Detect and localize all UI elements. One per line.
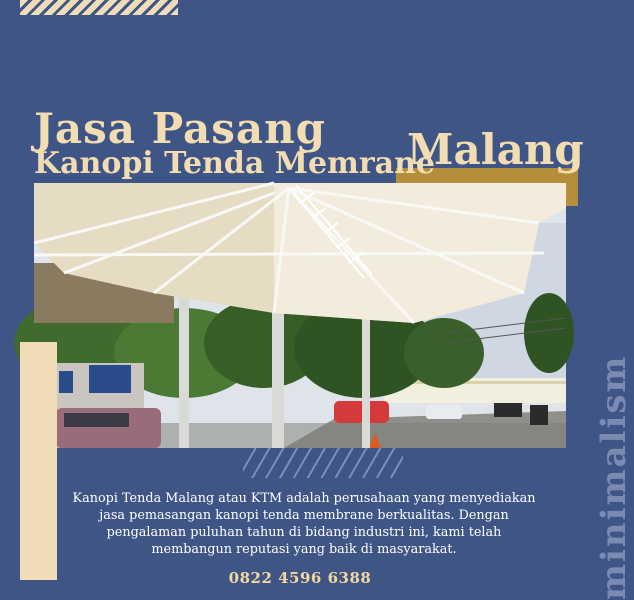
decorative-top-stripes <box>20 0 178 15</box>
decorative-diagonal-stripes <box>243 448 403 478</box>
title-line-1: Jasa Pasang <box>34 104 326 153</box>
title-line-2: Kanopi Tenda Memrane <box>34 146 435 181</box>
title-city: Malang <box>407 125 584 174</box>
side-text-label: minimalism <box>594 354 634 600</box>
decorative-beige-bar <box>20 342 57 580</box>
vertical-side-text <box>566 300 634 600</box>
description-paragraph: Kanopi Tenda Malang atau KTM adalah perusahaan yang menyediakan jasa pemasangan kanopi tenda membrane berkualitas. Dengan pengalaman puluhan tahun di bidang industri ini, kami telah membangun reputasi yang baik di masyarakat. <box>72 491 536 557</box>
phone-number[interactable]: 0822 4596 6388 <box>228 569 372 587</box>
canopy-photo <box>34 183 566 448</box>
